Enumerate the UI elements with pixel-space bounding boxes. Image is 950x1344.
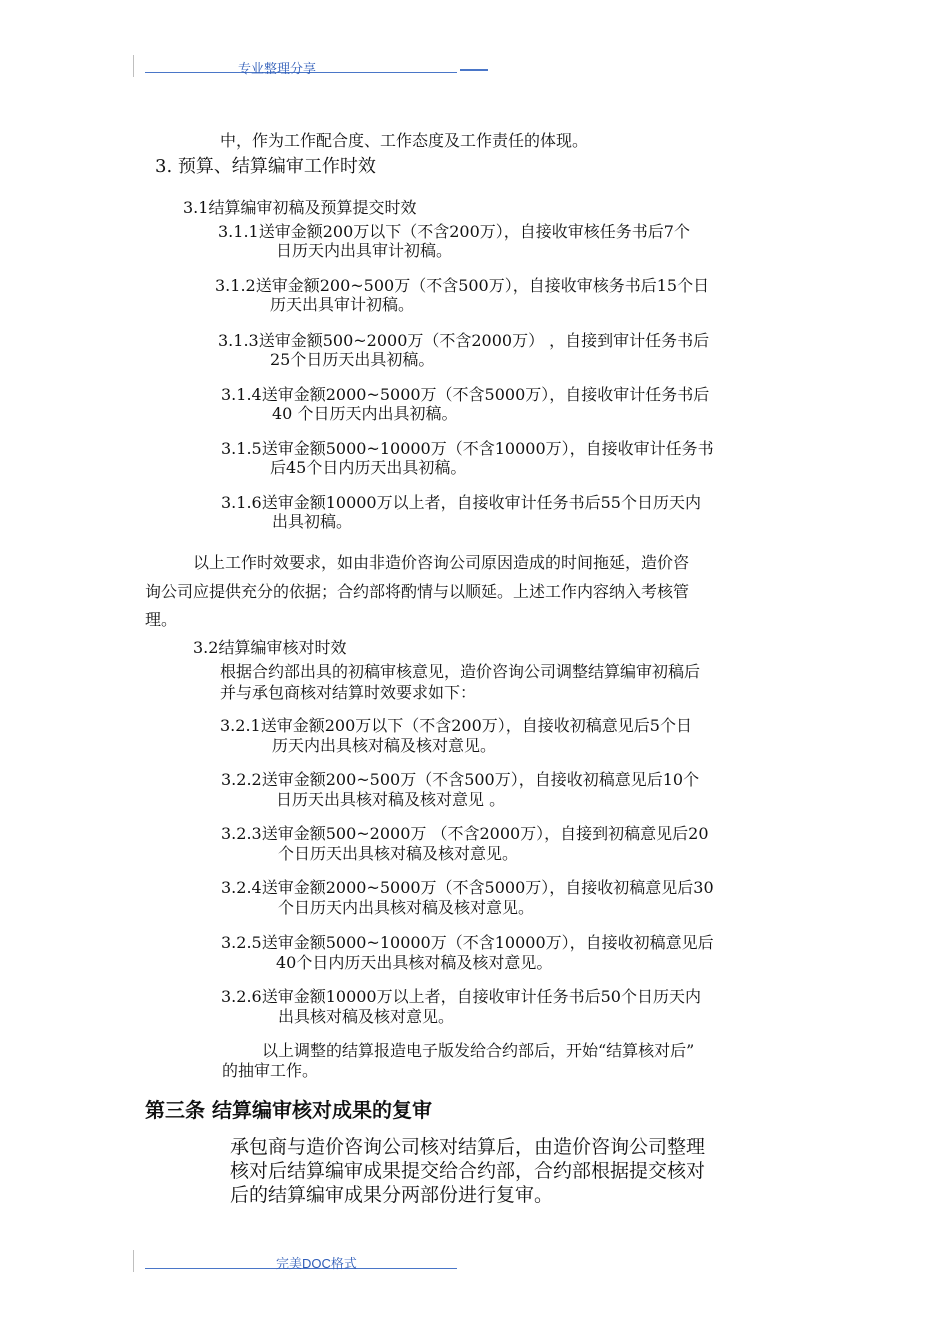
section-3-2-note-line2: 的抽审工作。 [222,1061,319,1080]
item-3-1-4-line2: 40 个日历天内出具初稿。 [272,404,458,423]
item-3-2-1-line2: 历天内出具核对稿及核对意见。 [272,736,497,755]
item-3-2-5-line1: 3.2.5送审金额5000~10000万（不含10000万），自接收初稿意见后 [221,933,714,952]
section-3-1-note-line1: 以上工作时效要求，如由非造价咨询公司原因造成的时间拖延，造价咨 [193,553,690,572]
item-3-1-2-line2: 历天出具审计初稿。 [270,295,415,314]
item-3-1-3-line2: 25个日历天出具初稿。 [270,350,435,369]
section-3-2-note-line1: 以上调整的结算报造电子版发给合约部后，开始“结算核对后” [262,1041,695,1060]
section-3-1-note-line3: 理。 [145,610,178,629]
item-3-1-1-line1: 3.1.1送审金额200万以下（不含200万），自接收审核任务书后7个 [218,222,690,241]
item-3-2-4-line1: 3.2.4送审金额2000~5000万（不含5000万），自接收初稿意见后30 [221,878,714,897]
item-3-1-1-line2: 日历天内出具审计初稿。 [276,241,453,260]
header-rule-tail [460,69,488,71]
section-3-2-intro-line1: 根据合约部出具的初稿审核意见，造价咨询公司调整结算编审初稿后 [220,662,701,681]
section-3-1-title: 3.1结算编审初稿及预算提交时效 [183,198,417,217]
item-3-2-3-line2: 个日历天出具核对稿及核对意见。 [278,844,519,863]
item-3-1-5-line2: 后45个日内历天出具初稿。 [270,458,467,477]
item-3-2-2-line2: 日历天出具核对稿及核对意见 。 [276,790,506,809]
item-3-2-5-line2: 40个日内历天出具核对稿及核对意见。 [276,953,553,972]
header-text: 专业整理分享 [238,61,317,76]
item-3-1-2-line1: 3.1.2送审金额200~500万（不含500万），自接收审核务书后15个日 [215,276,710,295]
article-3-para-line2: 核对后结算编审成果提交给合约部，合约部根据提交核对 [230,1160,706,1182]
article-3-title: 第三条 结算编审核对成果的复审 [145,1098,432,1122]
article-3-para-line3: 后的结算编审成果分两部份进行复审。 [230,1184,554,1206]
item-3-2-6-line2: 出具核对稿及核对意见。 [278,1007,455,1026]
item-3-2-6-line1: 3.2.6送审金额10000万以上者，自接收审计任务书后50个日历天内 [221,987,701,1006]
footer-corner-mark [133,1250,134,1272]
item-3-2-3-line1: 3.2.3送审金额500~2000万 （不含2000万），自接到初稿意见后20 [221,824,709,843]
section-3-1-note-line2: 询公司应提供充分的依据；合约部将酌情与以顺延。上述工作内容纳入考核管 [145,582,690,601]
footer-text: 完美DOC格式 [276,1256,357,1271]
item-3-1-6-line2: 出具初稿。 [272,512,353,531]
item-3-1-6-line1: 3.1.6送审金额10000万以上者，自接收审计任务书后55个日历天内 [221,493,701,512]
item-3-2-2-line1: 3.2.2送审金额200~500万（不含500万），自接收初稿意见后10个 [221,770,700,789]
item-3-1-3-line1: 3.1.3送审金额500~2000万（不含2000万） ，自接到审计任务书后 [218,331,710,350]
item-3-2-1-line1: 3.2.1送审金额200万以下（不含200万），自接收初稿意见后5个日 [220,716,692,735]
section-3-title: 3. 预算、结算编审工作时效 [155,156,376,177]
article-3-para-line1: 承包商与造价咨询公司核对结算后，由造价咨询公司整理 [230,1136,706,1158]
intro-line: 中，作为工作配合度、工作态度及工作责任的体现。 [220,131,589,150]
section-3-2-intro-line2: 并与承包商核对结算时效要求如下： [220,683,477,702]
section-3-2-title: 3.2结算编审核对时效 [193,638,347,657]
item-3-1-5-line1: 3.1.5送审金额5000~10000万（不含10000万），自接收审计任务书 [221,439,714,458]
header-corner-mark [133,55,134,77]
item-3-1-4-line1: 3.1.4送审金额2000~5000万（不含5000万），自接收审计任务书后 [221,385,710,404]
item-3-2-4-line2: 个日历天内出具核对稿及核对意见。 [278,898,535,917]
